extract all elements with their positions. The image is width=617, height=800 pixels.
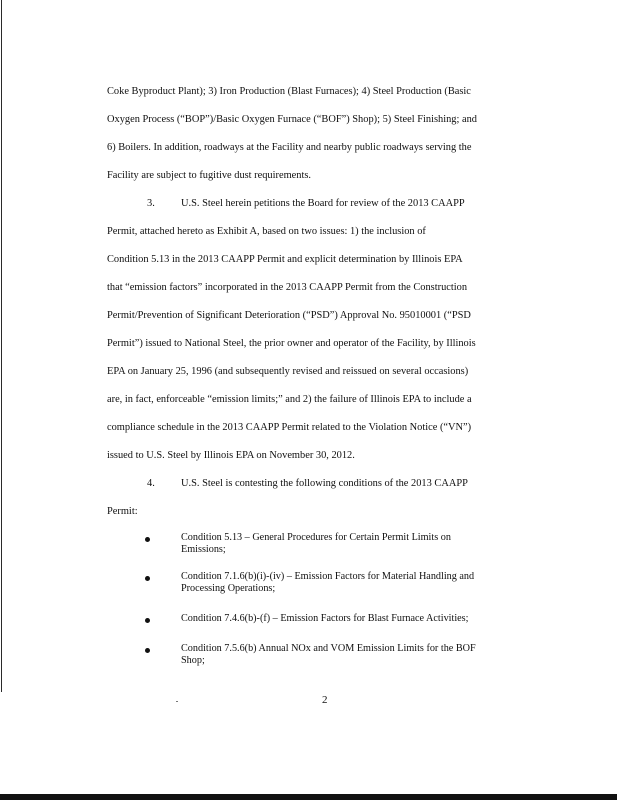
paragraph-3-line-7: EPA on January 25, 1996 (and subsequently revised and reissued on several occasions) — [107, 366, 469, 377]
bullet-item-1 — [181, 532, 531, 556]
paragraph-3-line-3: Condition 5.13 in the 2013 CAAPP Permit and explicit determination by Illinois EPA — [107, 254, 463, 265]
bullet-icon — [145, 576, 150, 581]
paragraph-4-line-2: Permit: — [107, 506, 138, 517]
paragraph-3-line-6: Permit”) issued to National Steel, the prior owner and operator of the Facility, by Illinois — [107, 338, 476, 349]
body-text-line-1: Coke Byproduct Plant); 3) Iron Production (Blast Furnaces); 4) Steel Production (Basic — [107, 86, 471, 97]
paragraph-3-line-1: U.S. Steel herein petitions the Board for review of the 2013 CAAPP — [181, 198, 465, 209]
body-text-line-4: Facility are subject to fugitive dust requirements. — [107, 170, 312, 181]
page-number: 2 — [322, 694, 328, 706]
bullet-item-2-line-1: Condition 7.1.6(b)(i)-(iv) – Emission Factors for Material Handling and — [181, 571, 475, 582]
paragraph-4-line-1: U.S. Steel is contesting the following conditions of the 2013 CAAPP — [181, 478, 468, 489]
bullet-icon — [145, 537, 150, 542]
paragraph-3-number: 3. — [147, 198, 155, 209]
bullet-item-4 — [181, 643, 531, 667]
scan-bottom-edge-line — [0, 794, 617, 800]
bullet-item-1-line-1: Condition 5.13 – General Procedures for Certain Permit Limits on — [181, 532, 451, 543]
body-text-line-3: 6) Boilers. In addition, roadways at the Facility and nearby public roadways serving the — [107, 142, 472, 153]
bullet-item-3-line-1: Condition 7.4.6(b)-(f) – Emission Factors for Blast Furnace Activities; — [181, 613, 469, 624]
bullet-item-4-line-1: Condition 7.5.6(b) Annual NOx and VOM Emission Limits for the BOF — [181, 643, 476, 654]
paragraph-3-line-9: compliance schedule in the 2013 CAAPP Permit related to the Violation Notice (“VN”) — [107, 422, 472, 433]
paragraph-3-line-10: issued to U.S. Steel by Illinois EPA on November 30, 2012. — [107, 450, 355, 461]
body-text-line-2: Oxygen Process (“BOP”)/Basic Oxygen Furnace (“BOF”) Shop); 5) Steel Finishing; and — [107, 114, 477, 125]
paragraph-4-number: 4. — [147, 478, 155, 489]
paragraph-3-line-2: Permit, attached hereto as Exhibit A, based on two issues: 1) the inclusion of — [107, 226, 426, 237]
bullet-item-4-line-2: Shop; — [181, 655, 205, 666]
bullet-item-2-line-2: Processing Operations; — [181, 583, 276, 594]
paragraph-3-line-5: Permit/Prevention of Significant Deterioration (“PSD”) Approval No. 95010001 (“PSD — [107, 310, 471, 321]
bullet-icon — [145, 618, 150, 623]
scan-left-edge-line — [1, 0, 2, 692]
paragraph-3-line-8: are, in fact, enforceable “emission limits;” and 2) the failure of Illinois EPA to include a — [107, 394, 472, 405]
scan-speck — [176, 701, 178, 702]
bullet-item-1-line-2: Emissions; — [181, 544, 226, 555]
bullet-item-3 — [181, 613, 531, 625]
paragraph-3-line-4: that “emission factors” incorporated in the 2013 CAAPP Permit from the Construction — [107, 282, 468, 293]
bullet-item-2 — [181, 571, 531, 595]
bullet-icon — [145, 648, 150, 653]
